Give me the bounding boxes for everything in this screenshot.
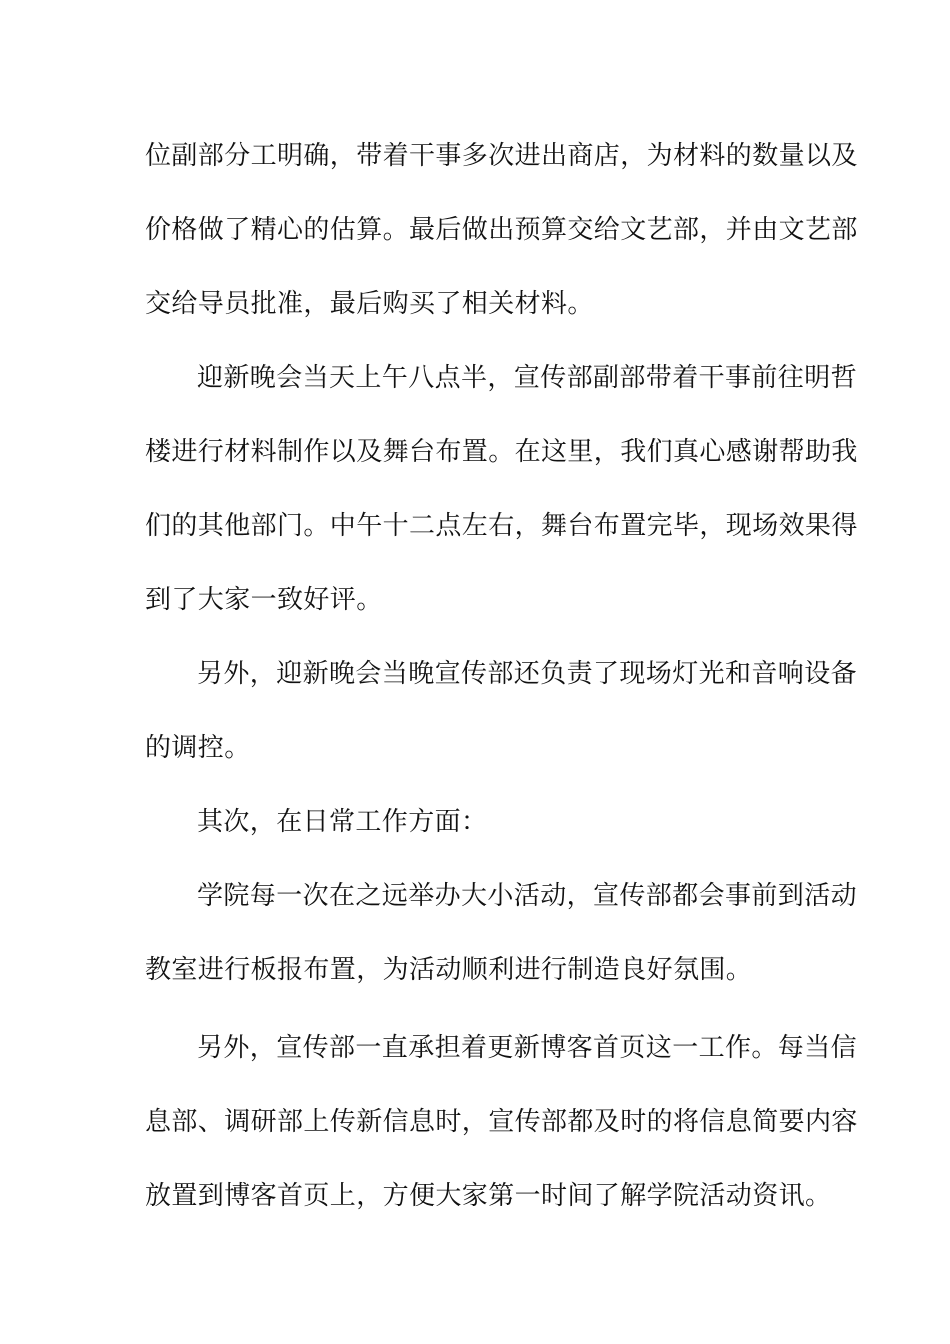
text-line: 的调控。 xyxy=(145,733,251,763)
text-line: 们的其他部门。中午十二点左右，舞台布置完毕，现场效果得 xyxy=(145,511,858,541)
paragraph-first-line: 另外，迎新晚会当晚宣传部还负责了现场灯光和音响设备 xyxy=(197,659,858,689)
text-line: 息部、调研部上传新信息时，宣传部都及时的将信息简要内容 xyxy=(145,1107,858,1137)
paragraph-first-line: 迎新晚会当天上午八点半，宣传部副部带着干事前往明哲 xyxy=(197,363,858,393)
text-line: 楼进行材料制作以及舞台布置。在这里，我们真心感谢帮助我 xyxy=(145,437,858,467)
text-line: 位副部分工明确，带着干事多次进出商店，为材料的数量以及 xyxy=(145,141,858,171)
paragraph-first-line: 学院每一次在之远举办大小活动，宣传部都会事前到活动 xyxy=(197,881,858,911)
text-line: 交给导员批准，最后购买了相关材料。 xyxy=(145,289,594,319)
paragraph-first-line: 另外，宣传部一直承担着更新博客首页这一工作。每当信 xyxy=(197,1033,858,1063)
text-line: 教室进行板报布置，为活动顺利进行制造良好氛围。 xyxy=(145,955,753,985)
section-heading: 其次，在日常工作方面： xyxy=(197,807,488,837)
text-line: 放置到博客首页上，方便大家第一时间了解学院活动资讯。 xyxy=(145,1181,832,1211)
text-line: 到了大家一致好评。 xyxy=(145,585,383,615)
text-line: 价格做了精心的估算。最后做出预算交给文艺部，并由文艺部 xyxy=(145,215,858,245)
